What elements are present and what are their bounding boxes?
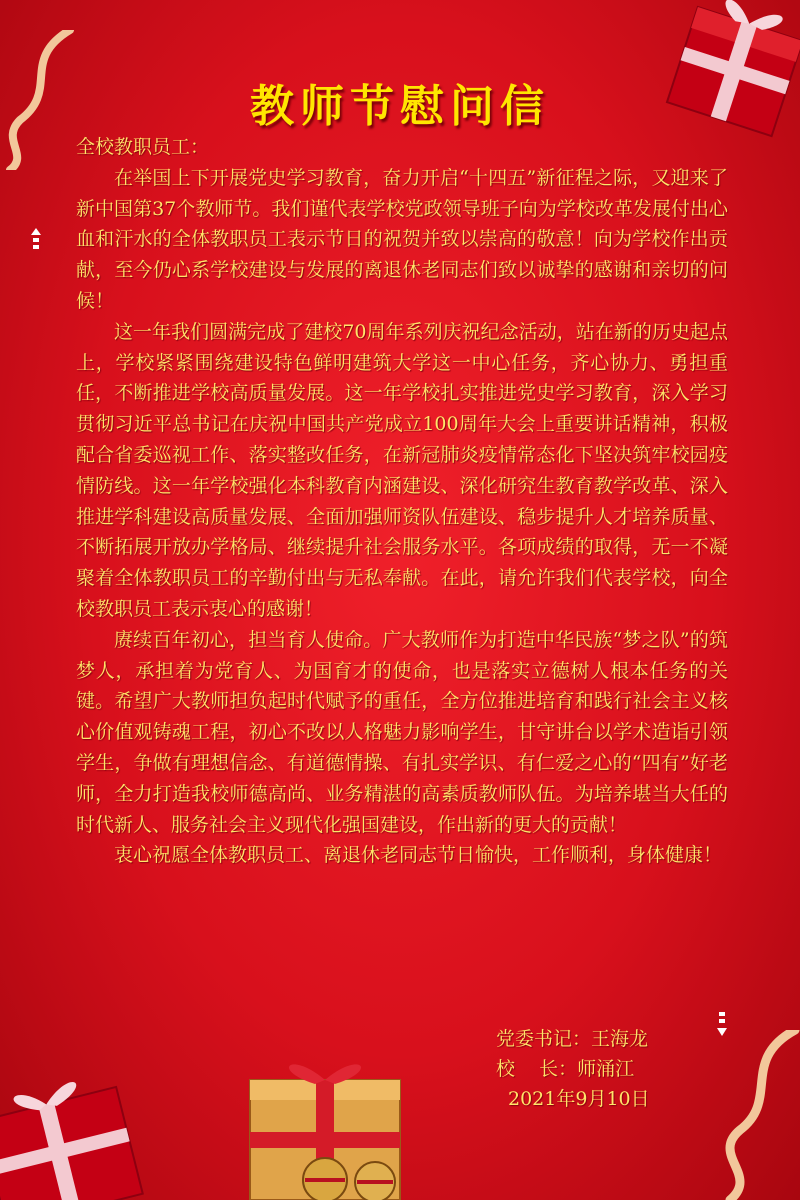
signature-date: 2021年9月10日 xyxy=(508,1088,650,1110)
signature-president: 校 长：师涌江 xyxy=(496,1058,635,1080)
letter-title: 教师节慰问信 xyxy=(250,81,550,132)
letter-paragraph-2: 这一年我们圆满完成了建校70周年系列庆祝纪念活动，站在新的历史起点上，学校紧紧围绕建设特色鲜明建筑大学这一中心任务，齐心协力、勇担重任，不断推进学校高质量发展。这一年学校扎实推进党史学习教育，深入学习贯彻习近平总书记在庆祝中国共产党成立100周年大会上重要讲话精神，积极配合省委巡视工作、落实整改任务，在新冠肺炎疫情常态化下坚决筑牢校园疫情防线。这一年学校强化本科教育内涵建设、深化研究生教育教学改革、深入推进学科建设高质量发展、全面加强师资队伍建设、稳步提升人才培养质量、不断拓展开放办学格局、继续提升社会服务水平。各项成绩的取得，无一不凝聚着全体教职员工的辛勤付出与无私奉献。在此，请允许我们代表学校，向全校教职员工表示衷心的感谢！ xyxy=(76,320,728,620)
letter-paragraph-4: 衷心祝愿全体教职员工、离退休老同志节日愉快，工作顺利，身体健康！ xyxy=(114,844,723,867)
bottom-left-gift-box-icon xyxy=(0,1060,160,1200)
letter-body xyxy=(76,132,728,871)
left-side-marker-icon xyxy=(30,226,42,254)
signature-block xyxy=(496,1024,736,1114)
letter-paragraph-1: 在举国上下开展党史学习教育，奋力开启“十四五”新征程之际，又迎来了新中国第37个教师节。我们谨代表学校党政领导班子向为学校改革发展付出心血和汗水的全体教职员工表示节日的祝贺并致以崇高的敬意！向为学校作出贡献，至今仍心系学校建设与发展的离退休老同志们致以诚挚的感谢和亲切的问候！ xyxy=(76,166,728,312)
signature-party-secretary: 党委书记：王海龙 xyxy=(496,1028,649,1050)
ornament-ball-icon xyxy=(300,1150,400,1200)
letter-paragraph-3: 赓续百年初心，担当育人使命。广大教师作为打造中华民族“梦之队”的筑梦人，承担着为党育人、为国育才的使命，也是落实立德树人根本任务的关键。希望广大教师担负起时代赋予的重任，全方位推进培育和践行社会主义核心价值观铸魂工程，初心不改以人格魅力影响学生，甘守讲台以学术造诣引领学生，争做有理想信念、有道德情操、有扎实学识、有仁爱之心的“四有”好老师，全力打造我校师德高尚、业务精湛的高素质教师队伍。为培养堪当大任的时代新人、服务社会主义现代化强国建设，作出新的更大的贡献！ xyxy=(76,628,728,836)
letter-salutation: 全校教职员工： xyxy=(76,136,210,158)
